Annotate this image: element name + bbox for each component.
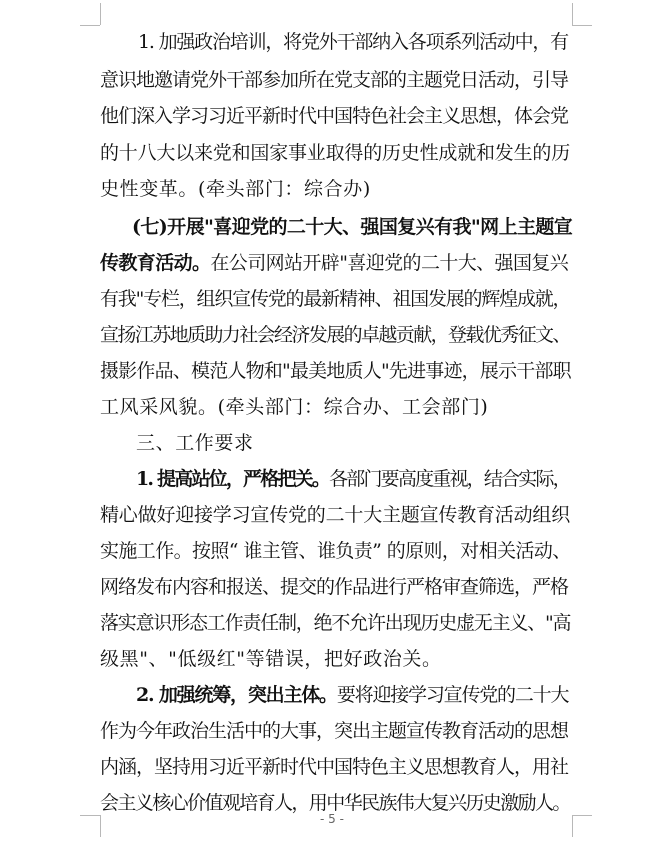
- para2-heading-line-1: (七)开展"喜迎党的二十大、强国复兴有我"网上主题宣: [132, 216, 573, 238]
- req1-line-5: 落实意识形态工作责任制，绝不允许出现历史虚无主义、"高: [100, 612, 571, 634]
- para1-line-4: 的十八大以来党和国家事业取得的历史性成就和发生的历: [100, 142, 571, 164]
- req2-line-1-text: 要将迎接学习宣传党的二十大: [336, 684, 569, 706]
- crop-mark-top-right-h: [572, 25, 592, 26]
- para2-line-2-text: 在公司网站开辟"喜迎党的二十大、强国复兴: [210, 252, 569, 274]
- req1-line-1: [136, 467, 570, 491]
- req1-line-1-text: 各部门要高度重视，结合实际，: [329, 468, 570, 490]
- crop-mark-top-left-h: [80, 25, 100, 26]
- page-number: - 5 -: [320, 812, 344, 826]
- req1-line-4: 网络发布内容和报送、提交的作品进行严格审查筛选，严格: [100, 576, 569, 598]
- para2-line-3: 有我"专栏，组织宣传党的最新精神、祖国发展的辉煌成就，: [100, 288, 571, 310]
- para2-line-6: 工风采风貌。(牵头部门：综合办、工会部门): [100, 396, 489, 418]
- para1-line-3: 他们深入学习习近平新时代中国特色社会主义思想，体会党: [100, 105, 569, 127]
- section-heading: 三、工作要求: [136, 432, 254, 454]
- req2-line-2: 作为今年政治生活中的大事，突出主题宣传教育活动的思想: [100, 720, 569, 742]
- req2-line-3: 内涵，坚持用习近平新时代中国特色主义思想教育人，用社: [100, 756, 569, 778]
- crop-mark-top-left-v: [100, 3, 101, 25]
- req2-line-1: [136, 683, 568, 707]
- para2-heading-tail: 传教育活动。: [100, 252, 211, 274]
- req2-heading: 2. 加强统筹，突出主体。: [136, 684, 337, 706]
- req2-line-4: 会主义核心价值观培育人，用中华民族伟大复兴历史激励人。: [100, 792, 570, 814]
- para2-line-5: 摄影作品、模范人物和"最美地质人"先进事迹，展示干部职: [100, 360, 571, 382]
- para2-line-2: [100, 251, 568, 275]
- para1-line-1: 1. 加强政治培训，将党外干部纳入各项系列活动中，有: [138, 31, 568, 53]
- req1-line-2: 精心做好迎接学习宣传党的二十大主题宣传教育活动组织: [100, 504, 571, 526]
- req1-line-3: 实施工作。按照“ 谁主管、谁负责” 的原则，对相关活动、: [100, 540, 571, 562]
- crop-mark-top-right-v: [572, 3, 573, 25]
- para1-line-2: 意识地邀请党外干部参加所在党支部的主题党日活动，引导: [100, 69, 569, 91]
- req1-line-6: 级黑"、"低级红"等错误，把好政治关。: [100, 648, 442, 670]
- req1-heading: 1. 提高站位，严格把关。: [136, 468, 330, 490]
- para1-line-5: 史性变革。(牵头部门：综合办): [100, 178, 371, 200]
- para2-line-4: 宣扬江苏地质助力社会经济发展的卓越贡献，登载优秀征文、: [100, 324, 570, 346]
